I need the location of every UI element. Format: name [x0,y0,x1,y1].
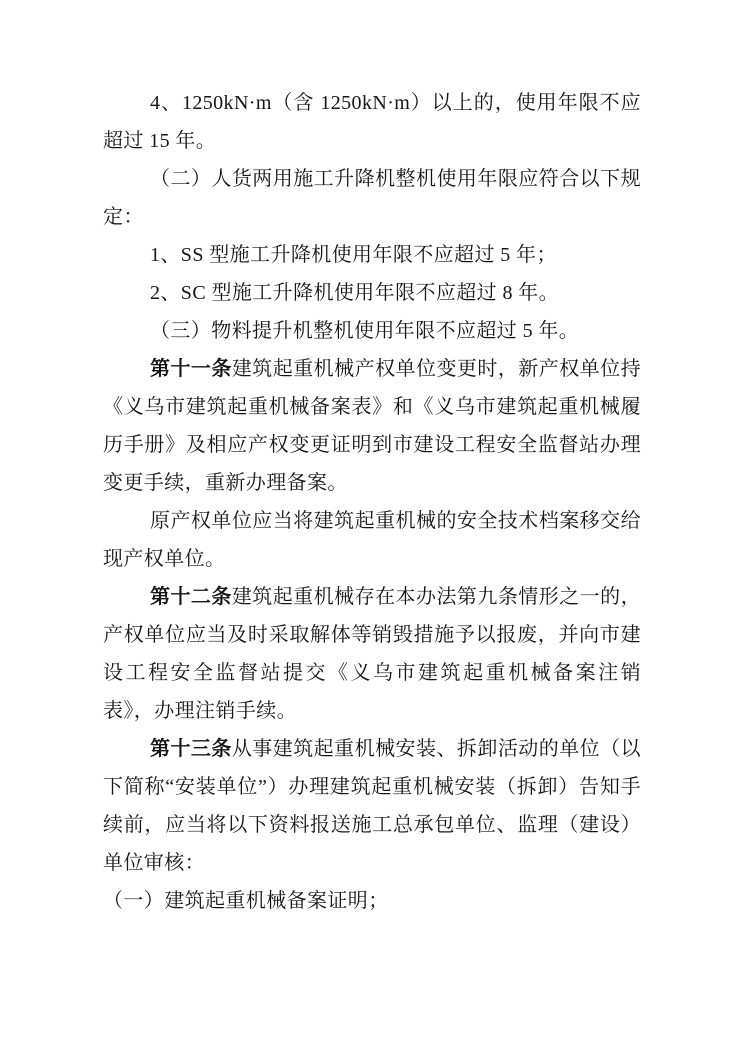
paragraph [103,160,641,236]
text-run: （一）建筑起重机械备案证明； [103,890,389,912]
text-run: 建筑起重机械产权单位变更时，新产权单位持《义乌市建筑起重机械备案表》和《义乌市建筑起重机械履历手册》及相应产权变更证明到市建设工程安全监督站办理变更手续，重新办理备案。 [103,358,641,494]
paragraph [103,730,641,882]
text-run: 从事建筑起重机械安装、拆卸活动的单位（以下简称“安装单位”）办理建筑起重机械安装（拆卸）告知手续前，应当将以下资料报送施工总承包单位、监理（建设）单位审核： [103,738,641,874]
paragraph [103,882,641,920]
text-run: （二）人货两用施工升降机整机使用年限应符合以下规定： [103,168,641,228]
paragraph [103,312,641,350]
paragraph [103,236,641,274]
text-run: 原产权单位应当将建筑起重机械的安全技术档案移交给现产权单位。 [103,510,641,570]
text-run: 建筑起重机械存在本办法第九条情形之一的，产权单位应当及时采取解体等销毁措施予以报废，并向市建设工程安全监督站提交《义乌市建筑起重机械备案注销表》，办理注销手续。 [103,586,641,722]
document-body [103,84,641,920]
article-number: 第十二条 [150,586,232,608]
text-run: 1、SS 型施工升降机使用年限不应超过 5 年； [150,244,557,266]
paragraph [103,274,641,312]
paragraph [103,578,641,730]
article-number: 第十一条 [150,358,232,380]
paragraph [103,84,641,160]
paragraph [103,502,641,578]
text-run: （三）物料提升机整机使用年限不应超过 5 年。 [150,320,580,342]
text-run: 2、SC 型施工升降机使用年限不应超过 8 年。 [150,282,560,304]
paragraph [103,350,641,502]
article-number: 第十三条 [150,738,232,760]
text-run: 4、1250kN·m（含 1250kN·m）以上的，使用年限不应超过 15 年。 [103,92,641,152]
